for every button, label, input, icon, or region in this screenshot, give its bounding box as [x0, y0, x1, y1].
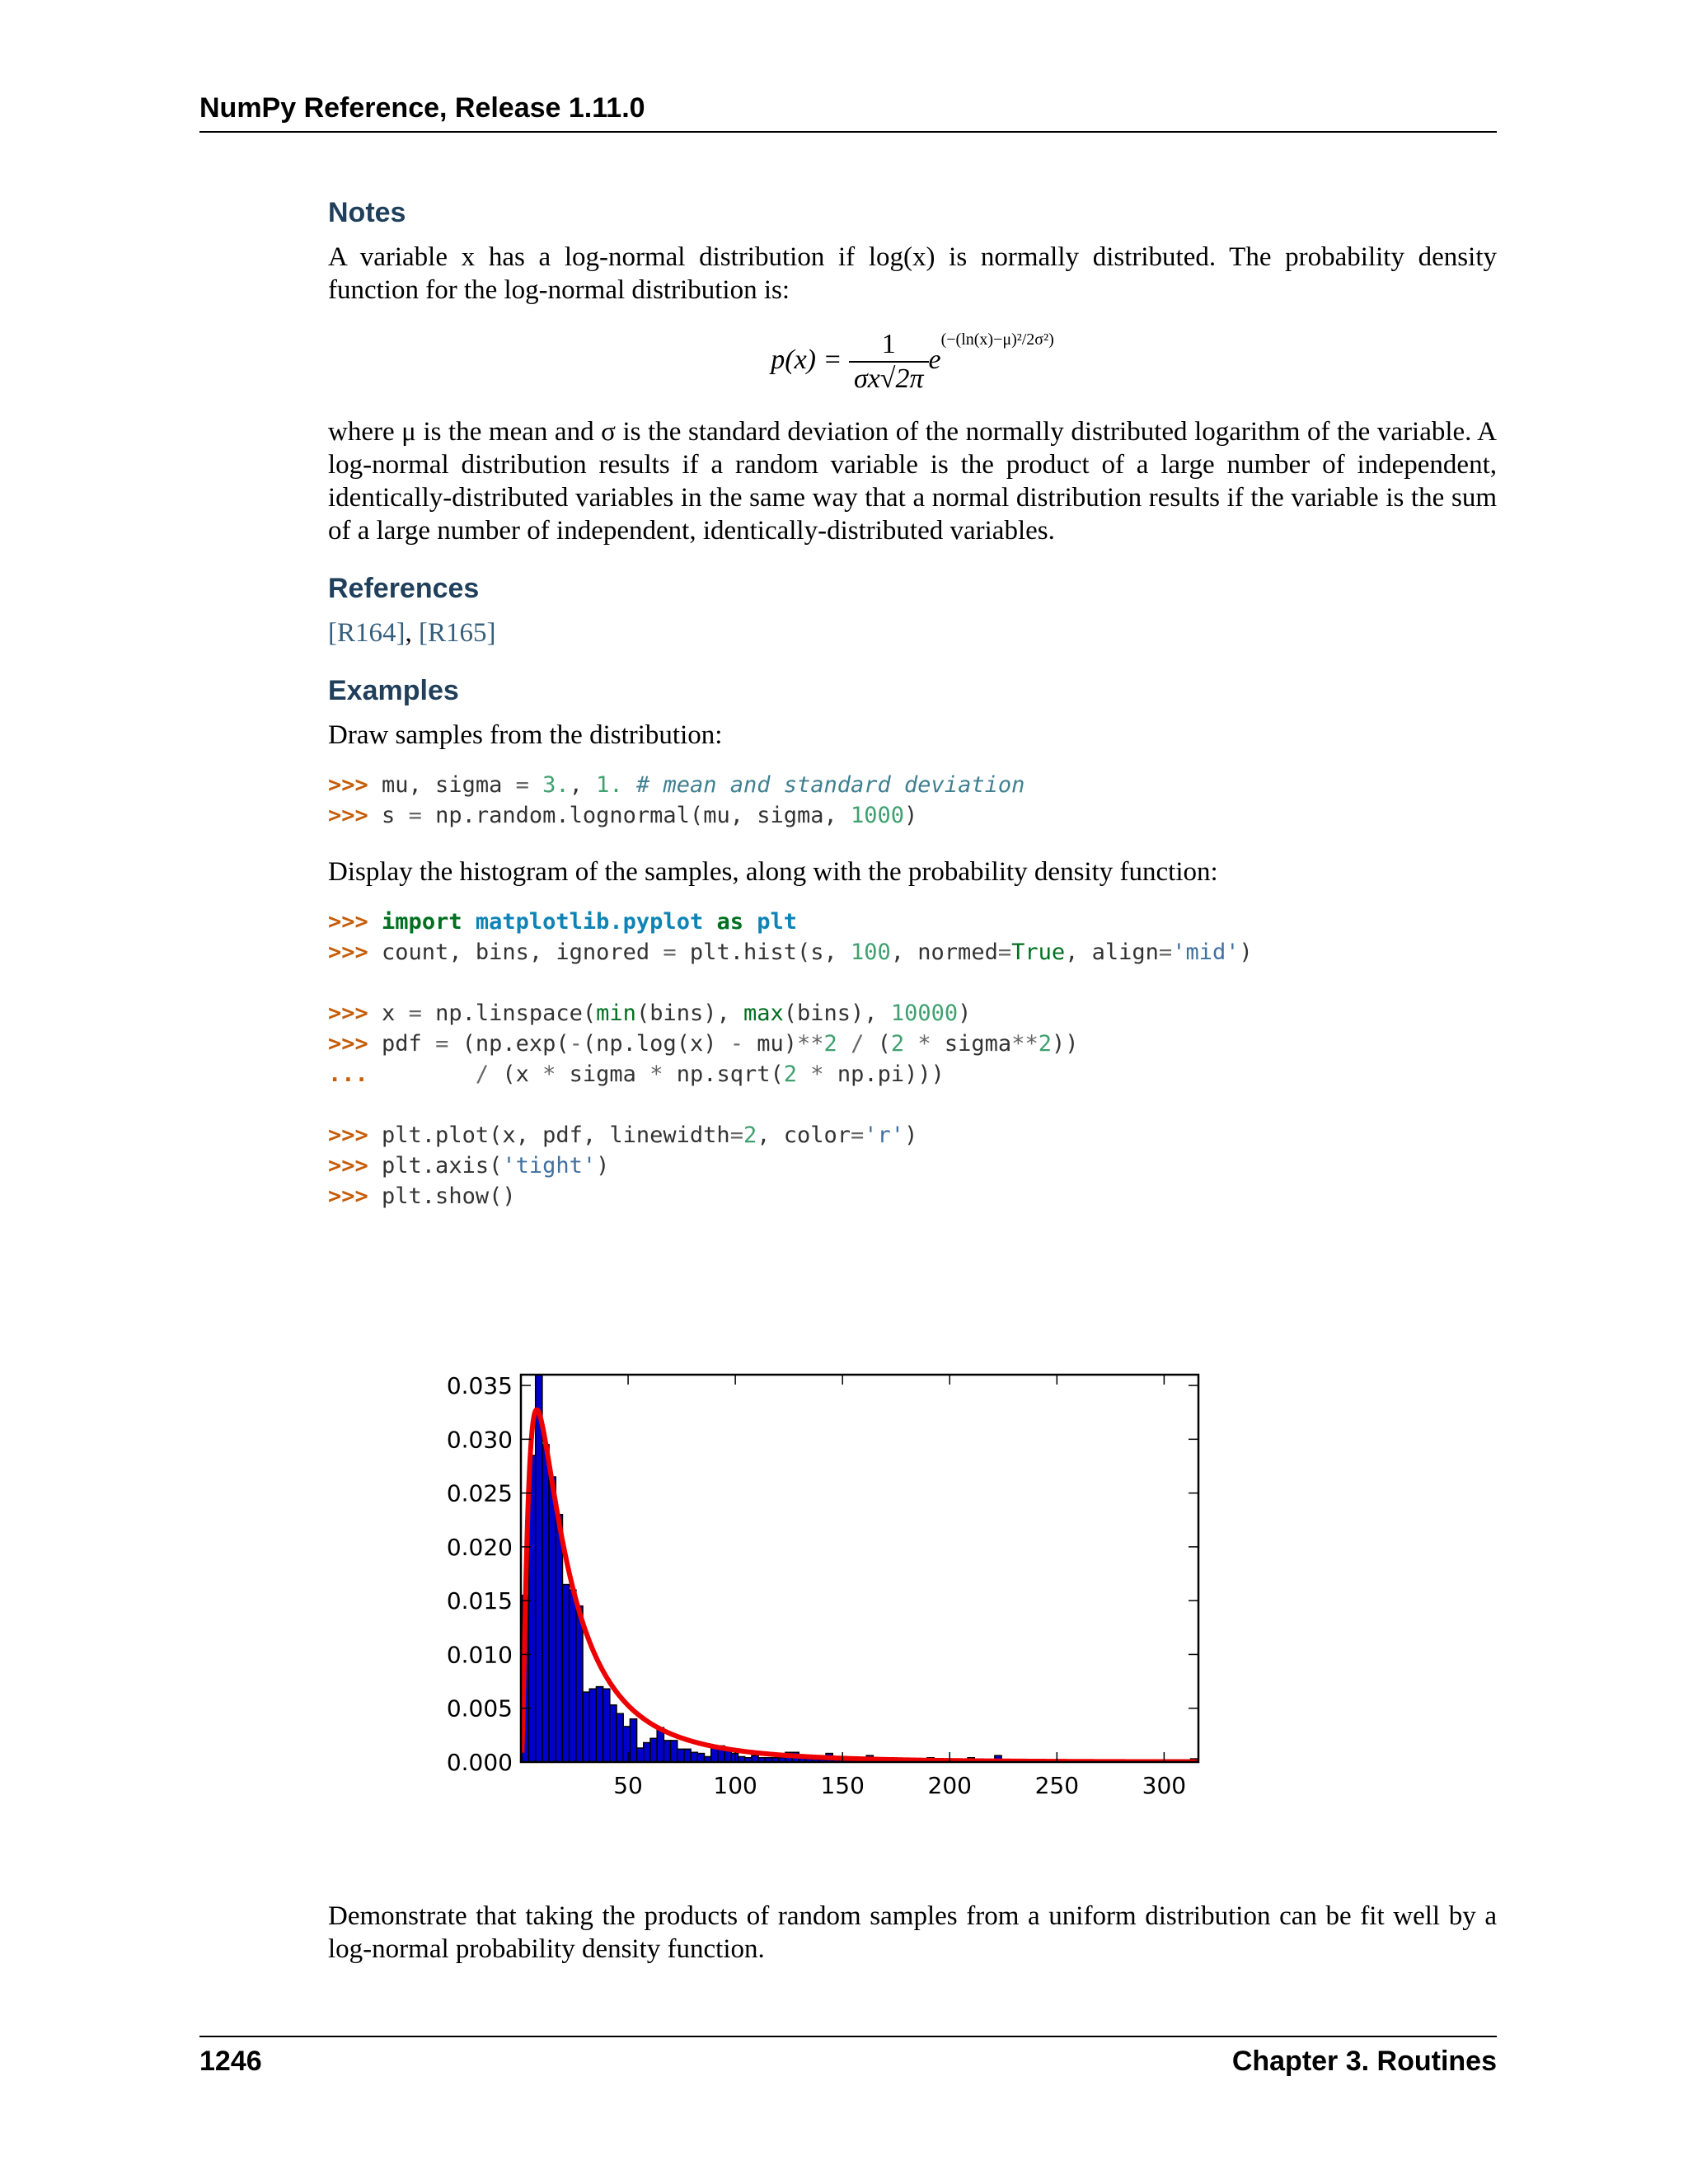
chapter-title: Chapter 3. Routines: [1231, 2046, 1497, 2077]
x-tick-label: 200: [927, 1772, 972, 1799]
references-heading: References: [328, 573, 480, 604]
notes-heading: Notes: [328, 197, 406, 228]
examples-paragraph-1: Draw samples from the distribution:: [328, 720, 723, 750]
histogram-bar: [603, 1689, 610, 1762]
histogram-bar: [644, 1743, 650, 1763]
reference-link-r165[interactable]: [R165]: [419, 618, 496, 648]
reference-separator: ,: [405, 618, 419, 648]
code-line: ... / (x * sigma * np.sqrt(2 * np.pi))): [328, 1062, 945, 1087]
histogram-bar: [697, 1754, 704, 1762]
code-line: >>> s = np.random.lognormal(mu, sigma, 1000): [328, 803, 918, 828]
histogram-bar: [617, 1713, 623, 1762]
x-tick-label: 150: [820, 1772, 865, 1799]
code-line: >>> plt.show(): [328, 1183, 516, 1209]
histogram-bar: [576, 1606, 583, 1762]
histogram-bar: [596, 1687, 603, 1762]
x-tick-label: 100: [713, 1772, 757, 1799]
references-list: [328, 616, 1497, 649]
y-tick-label: 0.020: [446, 1533, 513, 1561]
histogram-bar: [549, 1477, 556, 1762]
y-tick-label: 0.025: [446, 1479, 513, 1507]
plot-area: [522, 1352, 1197, 1762]
formula-lhs: p(x) =: [771, 344, 842, 375]
formula-denominator: σx√2π: [853, 363, 924, 394]
histogram-bar: [562, 1585, 569, 1762]
y-tick-label: 0.030: [446, 1426, 513, 1454]
histogram-bar: [663, 1741, 670, 1762]
pdf-curve: [522, 1410, 1197, 1762]
code-line: >>> pdf = (np.exp(-(np.log(x) - mu)**2 / (2 * sigma**2)): [328, 1031, 1079, 1057]
reference-link-r164[interactable]: [R164]: [328, 618, 406, 648]
y-tick-label: 0.010: [446, 1641, 513, 1669]
histogram-bar: [691, 1752, 697, 1762]
code-line: >>> count, bins, ignored = plt.hist(s, 100, normed=True, align='mid'): [328, 940, 1253, 965]
formula-exp: e: [928, 344, 941, 375]
histogram-bar: [623, 1727, 630, 1762]
histogram-bar: [556, 1515, 562, 1762]
page-header: [199, 92, 1497, 133]
code-block-2: [328, 907, 1497, 1212]
formula-numerator: 1: [849, 328, 929, 363]
histogram-bar: [583, 1692, 589, 1762]
page-footer: [199, 2036, 1497, 2078]
notes-paragraph-1: A variable x has a log-normal distribution if log(x) is normally distributed. The probability density function for the log-normal distribution is:: [328, 242, 1497, 305]
page-number: 1246: [199, 2046, 262, 2077]
examples-paragraph-3: Demonstrate that taking the products of random samples from a uniform distribution can be fit well by a log-normal probability density function.: [328, 1901, 1497, 1964]
histogram-bar: [542, 1445, 549, 1762]
histogram-bar: [630, 1719, 636, 1762]
histogram-bar: [610, 1705, 617, 1762]
histogram-chart: [429, 1352, 1220, 1813]
x-tick-label: 300: [1142, 1772, 1187, 1799]
histogram-bar: [678, 1749, 684, 1762]
examples-heading: Examples: [328, 675, 459, 706]
y-tick-label: 0.035: [446, 1372, 513, 1400]
code-line: >>> import matplotlib.pyplot as plt: [328, 909, 798, 935]
main-content: [328, 196, 1497, 1236]
histogram-bar: [570, 1590, 576, 1762]
histogram-bar: [637, 1748, 644, 1762]
formula-fraction: [849, 328, 929, 396]
notes-paragraph-2: where μ is the mean and σ is the standard deviation of the normally distributed logarithm of the variable. A log-normal distribution results if a random variable is the product of a large number of independent, identically-distributed variables in the same way that a normal distribution results if the variable is the sum of a large number of independent, identically-distributed variables.: [328, 417, 1497, 546]
header-title: NumPy Reference, Release 1.11.0: [199, 92, 645, 124]
code-block-1: [328, 770, 1497, 831]
x-tick-label: 250: [1034, 1772, 1080, 1799]
code-line: >>> x = np.linspace(min(bins), max(bins), 10000): [328, 1001, 972, 1026]
histogram-bar: [650, 1738, 657, 1762]
y-tick-label: 0.000: [446, 1749, 513, 1776]
lognormal-pdf-formula: [328, 328, 1497, 397]
examples-paragraph-2: Display the histogram of the samples, along with the probability density function:: [328, 857, 1218, 887]
formula-exponent: (−(ln(x)−μ)²/2σ²): [940, 330, 1054, 349]
histogram-bar: [684, 1749, 691, 1762]
y-tick-label: 0.005: [446, 1694, 513, 1722]
y-tick-label: 0.015: [446, 1587, 513, 1615]
code-line: >>> mu, sigma = 3., 1. # mean and standard deviation: [328, 772, 1025, 798]
histogram-bar: [589, 1689, 596, 1762]
x-tick-label: 50: [613, 1772, 643, 1799]
code-line: >>> plt.axis('tight'): [328, 1153, 610, 1179]
plot-frame: [521, 1375, 1198, 1762]
histogram-bar: [671, 1741, 678, 1762]
code-line: >>> plt.plot(x, pdf, linewidth=2, color='r'): [328, 1122, 918, 1148]
